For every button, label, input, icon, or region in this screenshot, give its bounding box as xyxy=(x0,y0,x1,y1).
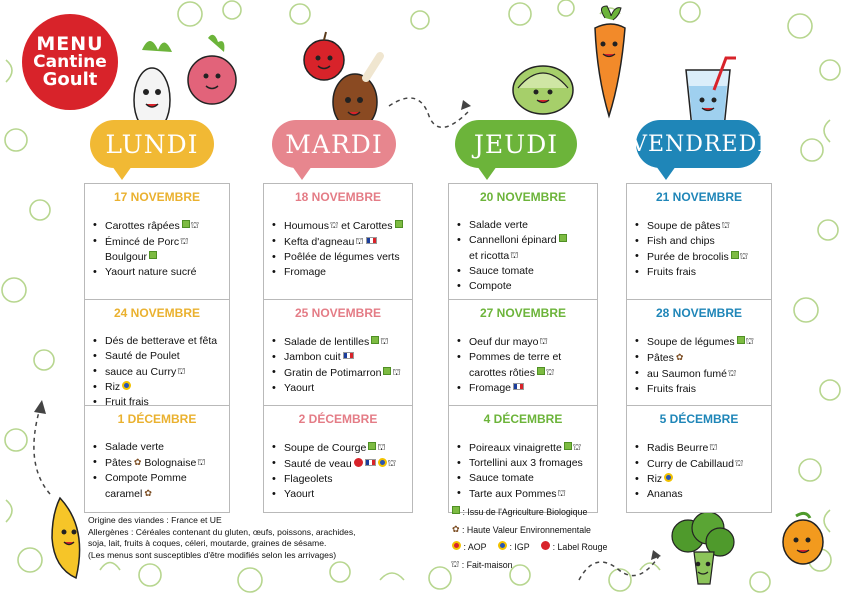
legend-bio-text: : Issu de l'Agriculture Biologique xyxy=(462,507,588,517)
dish-item xyxy=(91,364,223,380)
french-flag-icon xyxy=(343,352,354,359)
dish-list xyxy=(455,440,591,502)
dish-name: Yaourt xyxy=(284,488,315,500)
dish-item xyxy=(633,234,765,249)
menu-day-cell xyxy=(627,184,771,300)
chef-hat-icon: ⛫ xyxy=(329,220,339,230)
dish-name: Poêlée de légumes verts xyxy=(284,251,400,263)
organic-icon xyxy=(564,442,572,450)
dish-name: Yaourt nature sucré xyxy=(105,266,197,278)
menu-column-mardi xyxy=(263,183,413,513)
dish-list xyxy=(455,334,591,396)
dish-item xyxy=(633,218,765,234)
dish-name: Pâtes xyxy=(647,352,674,364)
french-flag-icon xyxy=(366,237,377,244)
dish-name: Fruit frais xyxy=(105,396,149,408)
dish-name: Salade verte xyxy=(469,219,528,231)
dish-name: Riz xyxy=(647,473,663,485)
dish-name: et ricotta xyxy=(469,250,510,262)
legend-row-fm xyxy=(450,556,607,574)
legend-igp-text: : IGP xyxy=(509,542,530,552)
dish-item xyxy=(91,349,223,364)
dish-item xyxy=(455,471,591,486)
igp-icon xyxy=(378,458,387,467)
day-header-jeudi: JEUDI xyxy=(455,120,577,168)
dish-name: Purée de brocolis xyxy=(647,251,729,263)
dish-name: Salade verte xyxy=(105,441,164,453)
dish-name: Curry de Cabillaud xyxy=(647,458,734,470)
dish-item xyxy=(455,334,591,350)
dashed-arrow-left xyxy=(20,398,60,498)
menu-date: 27 NOVEMBRE xyxy=(479,306,567,320)
dish-name: Boulgour xyxy=(105,251,148,263)
dish-name: Cannelloni épinard xyxy=(469,234,557,246)
menu-date: 18 NOVEMBRE xyxy=(294,190,382,204)
dish-name: Fromage xyxy=(284,266,327,278)
hve-icon: ✿ xyxy=(452,524,460,534)
dish-name: Yaourt xyxy=(284,382,315,394)
menu-day-cell xyxy=(449,406,597,512)
dish-name: Compote xyxy=(469,280,512,292)
dish-item xyxy=(270,472,406,487)
dish-name: Kefta d'agneau xyxy=(284,236,355,248)
dish-list xyxy=(270,218,406,280)
dish-name: Sauce tomate xyxy=(469,472,534,484)
organic-icon xyxy=(149,251,157,259)
dish-list xyxy=(91,440,223,502)
organic-icon xyxy=(559,234,567,242)
dish-name: Radis Beurre xyxy=(647,442,709,454)
dish-name-suffix: et Carottes xyxy=(338,220,393,232)
dish-name-suffix: Bolognaise xyxy=(141,457,197,469)
dish-item xyxy=(633,265,765,280)
dish-item xyxy=(270,350,406,365)
dish-name: Tarte aux Pommes xyxy=(469,488,557,500)
chef-hat-icon: ⛫ xyxy=(180,236,189,246)
chef-hat-icon: ⛫ xyxy=(745,336,754,346)
dish-item xyxy=(633,382,765,397)
dish-item xyxy=(91,395,223,410)
dish-name: Flageolets xyxy=(284,473,333,485)
broccoli-illustration xyxy=(668,512,738,587)
organic-icon xyxy=(731,251,739,259)
allergens-note-1: Allergènes : Céréales contenant du gluten, œufs, poissons, arachides, xyxy=(88,526,356,537)
dish-name: Tortellini aux 3 fromages xyxy=(469,457,583,469)
organic-icon xyxy=(452,506,460,514)
dish-item xyxy=(455,440,591,456)
dish-name: caramel xyxy=(105,488,143,500)
chef-hat-icon: ⛫ xyxy=(392,367,401,377)
menu-day-cell xyxy=(85,406,229,512)
chef-hat-icon: ⛫ xyxy=(739,251,748,261)
chef-hat-icon: ⛫ xyxy=(510,250,519,260)
organic-icon xyxy=(371,336,379,344)
dish-name: au Saumon fumé xyxy=(647,368,727,380)
allergens-note-2: soja, lait, fruits à coques, céleri, moutarde, graines de sésame. xyxy=(88,538,327,548)
menu-date: 4 DÉCEMBRE xyxy=(483,412,563,426)
organic-icon xyxy=(737,336,745,344)
legend-row-labels xyxy=(450,539,607,556)
menu-date: 17 NOVEMBRE xyxy=(113,190,201,204)
dish-name: Salade de lentilles xyxy=(284,336,370,348)
dish-item xyxy=(633,456,765,472)
igp-icon xyxy=(122,381,131,390)
menu-column-jeudi xyxy=(448,183,598,513)
legend-hve-text: : Haute Valeur Environnementale xyxy=(462,525,591,535)
dish-item xyxy=(91,218,223,234)
dish-name: Poireaux vinaigrette xyxy=(469,442,562,454)
dish-item xyxy=(270,440,406,456)
dish-item xyxy=(270,365,406,381)
menu-date: 24 NOVEMBRE xyxy=(113,306,201,320)
day-header-lundi: LUNDI xyxy=(90,120,214,168)
dish-item xyxy=(270,456,406,472)
dish-item xyxy=(91,334,223,349)
organic-icon xyxy=(182,220,190,228)
dish-name: Fruits frais xyxy=(647,383,697,395)
chef-hat-icon: ⛫ xyxy=(539,336,548,346)
menu-date: 25 NOVEMBRE xyxy=(294,306,382,320)
menu-day-cell xyxy=(264,300,412,406)
menu-day-cell xyxy=(264,406,412,512)
hve-icon: ✿ xyxy=(144,488,152,498)
chef-hat-icon: ⛫ xyxy=(545,367,555,377)
dish-item xyxy=(633,249,765,265)
dish-item xyxy=(270,218,406,234)
menu-date: 2 DÉCEMBRE xyxy=(298,412,378,426)
dish-item xyxy=(455,381,591,396)
dish-item xyxy=(455,456,591,471)
dish-item xyxy=(270,250,406,265)
dish-item xyxy=(633,487,765,502)
dish-item xyxy=(270,234,406,250)
hve-icon: ✿ xyxy=(675,352,684,362)
chef-hat-icon: ⛫ xyxy=(355,236,364,246)
dish-name: Sauce tomate xyxy=(469,265,534,277)
legend-lr-text: : Label Rouge xyxy=(552,542,608,552)
menu-day-cell xyxy=(264,184,412,300)
dish-list xyxy=(91,334,223,410)
menu-day-cell xyxy=(627,300,771,406)
chef-hat-icon: ⛫ xyxy=(572,442,582,452)
dish-item xyxy=(270,334,406,350)
dish-name: Pâtes xyxy=(105,457,132,469)
dish-name: Soupe de Courge xyxy=(284,442,367,454)
dish-item xyxy=(633,334,765,350)
legend-fm-text: : Fait-maison xyxy=(461,560,513,570)
dish-name: Riz xyxy=(105,381,121,393)
menu-date: 21 NOVEMBRE xyxy=(655,190,743,204)
dish-name: carottes rôties xyxy=(469,367,535,379)
french-flag-icon xyxy=(513,383,524,390)
french-flag-icon xyxy=(365,459,376,466)
menu-date: 20 NOVEMBRE xyxy=(479,190,567,204)
dish-item xyxy=(455,486,591,502)
organic-icon xyxy=(368,442,376,450)
dish-name: Gratin de Potimarron xyxy=(284,367,382,379)
dish-item xyxy=(91,471,223,486)
dish-item xyxy=(455,365,591,381)
dish-name: Soupe de légumes xyxy=(647,336,735,348)
dish-item xyxy=(633,472,765,487)
legend-row-bio xyxy=(450,504,607,521)
dish-item xyxy=(633,440,765,456)
dish-item xyxy=(91,440,223,455)
menu-day-cell xyxy=(449,300,597,406)
dish-list xyxy=(633,334,765,397)
dish-name: Soupe de pâtes xyxy=(647,220,721,232)
menu-column-vendredi xyxy=(626,183,772,513)
dish-item xyxy=(455,248,591,264)
dish-item xyxy=(91,265,223,280)
hve-icon: ✿ xyxy=(133,457,142,467)
dish-name: sauce au Curry xyxy=(105,366,177,378)
menu-day-cell xyxy=(627,406,771,512)
mango-illustration xyxy=(778,508,828,568)
dish-item xyxy=(455,279,591,294)
dish-list xyxy=(270,440,406,502)
dish-name: Dés de betterave et fêta xyxy=(105,335,218,347)
menu-day-cell xyxy=(449,184,597,300)
menu-date: 1 DÉCEMBRE xyxy=(117,412,197,426)
dish-item xyxy=(455,264,591,279)
dish-item xyxy=(91,380,223,395)
dish-name: Carottes râpées xyxy=(105,220,180,232)
logo-line-3: Goult xyxy=(42,69,98,90)
dish-name: Fruits frais xyxy=(647,266,697,278)
legend-row-hve xyxy=(450,521,607,539)
dish-item xyxy=(91,250,223,265)
day-header-vendredi: VENDREDI xyxy=(636,120,762,168)
chef-hat-icon: ⛫ xyxy=(190,220,199,230)
menu-column-lundi xyxy=(84,183,230,513)
dish-name: Jambon cuit xyxy=(284,351,341,363)
dish-item xyxy=(270,381,406,396)
dish-name: Sauté de veau xyxy=(284,458,352,470)
label-rouge-icon xyxy=(541,541,550,550)
menu-date: 28 NOVEMBRE xyxy=(655,306,743,320)
chef-hat-icon: ⛫ xyxy=(197,457,206,467)
dish-name: Pommes de terre et xyxy=(469,351,562,363)
dish-item xyxy=(633,366,765,382)
dish-item xyxy=(270,487,406,502)
labels-legend xyxy=(450,504,607,574)
menu-change-note: (Les menus sont susceptibles d'être modifiés selon les arrivages) xyxy=(88,549,337,560)
menu-notes xyxy=(88,515,356,561)
dish-name: Émincé de Porc xyxy=(105,236,180,248)
chef-hat-icon: ⛫ xyxy=(387,458,397,468)
organic-icon xyxy=(383,367,391,375)
igp-icon xyxy=(664,473,673,482)
cabbage-illustration xyxy=(508,58,578,118)
aop-icon xyxy=(452,541,461,550)
dish-item xyxy=(455,233,591,248)
chef-hat-icon: ⛫ xyxy=(380,336,389,346)
logo-line-1: MENU xyxy=(36,33,104,55)
dish-list xyxy=(91,218,223,280)
menu-date: 5 DÉCEMBRE xyxy=(659,412,739,426)
dish-name: Compote Pomme xyxy=(105,472,187,484)
dish-item xyxy=(270,265,406,280)
legend-aop-text: : AOP xyxy=(463,542,487,552)
dish-name: Sauté de Poulet xyxy=(105,350,180,362)
dish-list xyxy=(633,440,765,502)
label-rouge-icon xyxy=(354,458,363,467)
menu-day-cell xyxy=(85,300,229,406)
dish-list xyxy=(455,218,591,294)
dish-list xyxy=(633,218,765,280)
logo-line-2: Cantine xyxy=(33,52,107,72)
menu-day-cell xyxy=(85,184,229,300)
dish-item xyxy=(455,350,591,365)
chef-hat-icon: ⛫ xyxy=(734,458,744,468)
meat-origin-note: Origine des viandes : France et UE xyxy=(88,515,222,525)
dish-name: Houmous xyxy=(284,220,329,232)
dish-item xyxy=(91,234,223,250)
dish-item xyxy=(91,455,223,471)
organic-icon xyxy=(395,220,403,228)
igp-icon xyxy=(498,541,507,550)
chef-hat-icon: ⛫ xyxy=(721,220,730,230)
chef-hat-icon: ⛫ xyxy=(377,442,386,452)
day-header-mardi: MARDI xyxy=(272,120,396,168)
carrot-illustration xyxy=(585,4,635,124)
dish-name: Fromage xyxy=(469,382,512,394)
chef-hat-icon: ⛫ xyxy=(451,559,460,569)
chef-hat-icon: ⛫ xyxy=(727,368,737,378)
banana-illustration xyxy=(48,492,88,582)
chef-hat-icon: ⛫ xyxy=(709,442,718,452)
dish-name: Fish and chips xyxy=(647,235,715,247)
organic-icon xyxy=(537,367,545,375)
dish-item xyxy=(91,486,223,502)
dish-item xyxy=(455,218,591,233)
dish-list xyxy=(270,334,406,396)
dish-name: Ananas xyxy=(647,488,683,500)
chef-hat-icon: ⛫ xyxy=(557,488,566,498)
canteen-logo xyxy=(22,14,118,110)
dish-item xyxy=(633,350,765,366)
dish-name: Oeuf dur mayo xyxy=(469,336,539,348)
chef-hat-icon: ⛫ xyxy=(177,366,186,376)
